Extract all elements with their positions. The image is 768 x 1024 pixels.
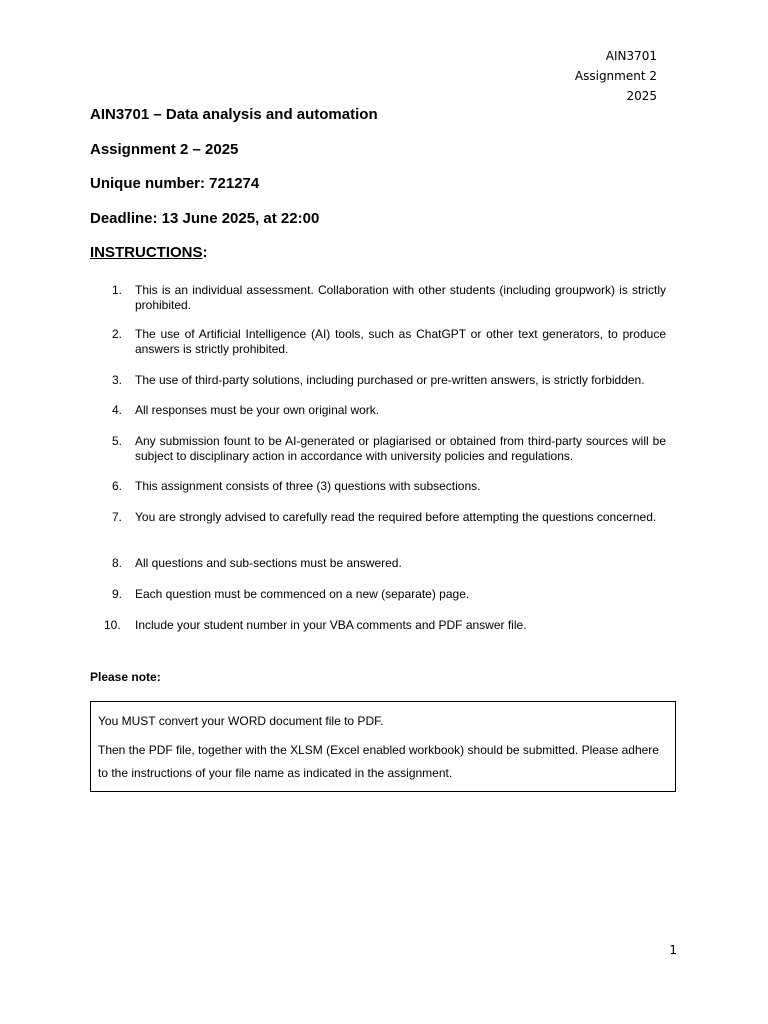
list-item: [104, 283, 666, 313]
course-title: AIN3701 – Data analysis and automation: [90, 106, 378, 123]
list-item-number: 6.: [112, 479, 123, 493]
page-header: [575, 46, 657, 106]
list-item: [104, 556, 666, 571]
list-item-number: 1.: [112, 283, 123, 297]
deadline: Deadline: 13 June 2025, at 22:00: [90, 210, 320, 227]
list-item: [104, 587, 666, 602]
list-item-text: This assignment consists of three (3) questions with subsections.: [135, 479, 481, 493]
header-assignment: Assignment 2: [574, 69, 657, 83]
list-item-text: Each question must be commenced on a new (separate) page.: [135, 587, 470, 601]
list-item-number: 10.: [104, 618, 121, 632]
header-year: 2025: [626, 89, 657, 103]
list-item: [104, 434, 666, 464]
list-item-text: Any submission fount to be AI-generated or plagiarised or obtained from third-party sources will be subject to disciplinary action in accordance with university policies and regulations.: [135, 434, 666, 463]
list-item: [104, 510, 666, 525]
list-item-number: 8.: [112, 556, 123, 570]
list-item-text: You are strongly advised to carefully read the required before attempting the questions concerned.: [135, 510, 657, 524]
list-item-text: All questions and sub-sections must be answered.: [135, 556, 402, 570]
instructions-heading-colon: :: [202, 244, 208, 261]
list-item-text: Include your student number in your VBA comments and PDF answer file.: [135, 618, 527, 632]
list-item-text: The use of third-party solutions, including purchased or pre-written answers, is strictly forbidden.: [135, 373, 645, 387]
header-course-code: AIN3701: [605, 49, 657, 63]
list-item-number: 2.: [112, 327, 123, 341]
list-item-number: 3.: [112, 373, 123, 387]
note-line-1: You MUST convert your WORD document file to PDF.: [98, 714, 384, 728]
list-item: [104, 618, 666, 633]
note-line-2: Then the PDF file, together with the XLSM (Excel enabled workbook) should be submitted. Please adhere to the instructions of your file name as indicated in the assignment.: [98, 743, 659, 780]
list-item-number: 4.: [112, 403, 123, 417]
instructions-heading-text: INSTRUCTIONS: [90, 244, 203, 261]
list-item: [104, 479, 666, 494]
list-item-number: 5.: [112, 434, 123, 448]
list-item-text: This is an individual assessment. Collaboration with other students (including groupwork) is strictly prohibited.: [135, 283, 666, 312]
list-item-number: 9.: [112, 587, 123, 601]
assignment-title: Assignment 2 – 2025: [90, 141, 239, 158]
list-item: [104, 373, 666, 388]
list-item-number: 7.: [112, 510, 123, 524]
list-item-text: All responses must be your own original work.: [135, 403, 380, 417]
unique-number: Unique number: 721274: [90, 175, 260, 192]
page-number: 1: [669, 943, 677, 957]
please-note-label: Please note:: [90, 670, 161, 684]
list-item-text: The use of Artificial Intelligence (AI) tools, such as ChatGPT or other text generators, to produce answers is strictly prohibited.: [135, 327, 666, 356]
list-item: [104, 403, 666, 418]
list-item: [104, 327, 666, 357]
instructions-heading: [90, 244, 208, 261]
note-box: [90, 701, 676, 792]
